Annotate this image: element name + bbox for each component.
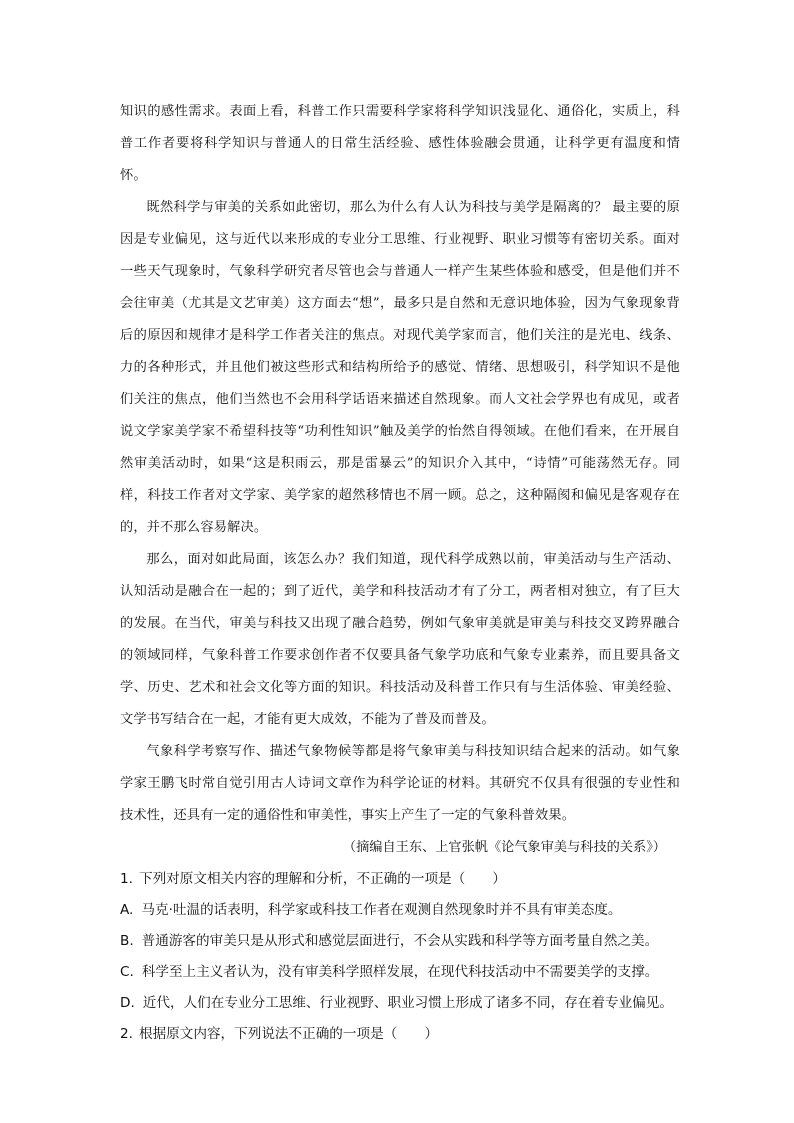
question-1 — [120, 864, 680, 1019]
passage-paragraph-2: 既然科学与审美的关系如此密切，那么为什么有人认为科技与美学是隔离的？ 最主要的原因是专业偏见，这与近代以来形成的专业分工思维、行业视野、职业习惯等有密切关系。面对一些天气现象时，气象科学研究者尽管也会与普通人一样产生某些体验和感受，但是他们并不会往审美（尤其是文艺审美）这方面去“想”，最多只是自然和无意识地体验，因为气象现象背后的原因和规律才是科学工作者关注的焦点。对现代美学家而言，他们关注的是光电、线条、力的各种形式，并且他们被这些形式和结构所给予的感觉、情绪、思想吸引，科学知识不是他们关注的焦点，他们当然也不会用科学话语来描述自然现象。而人文社会学界也有成见，或者说文学家美学家不希望科技等“功利性知识”触及美学的怡然自得领域。在他们看来，在开展自然审美活动时，如果“这是积雨云，那是雷暴云”的知识介入其中，“诗情”可能荡然无存。同样，科技工作者对文学家、美学家的超然移情也不屑一顾。总之，这种隔阂和偏见是客观存在的，并不那么容易解决。 — [120, 200, 680, 535]
option-letter: A. — [120, 902, 134, 918]
option-a — [120, 895, 680, 926]
option-letter: C. — [120, 964, 134, 980]
option-b — [120, 926, 680, 957]
option-text: 普通游客的审美只是从形式和感觉层面进行，不会从实践和科学等方面考量自然之美。 — [141, 933, 659, 949]
question-stem — [120, 864, 680, 895]
question-text: 下列对原文相关内容的理解和分析，不正确的一项是（ ） — [138, 871, 507, 887]
option-letter: B. — [120, 933, 134, 949]
option-text: 科学至上主义者认为，没有审美科学照样发展，在现代科技活动中不需要美学的支撑。 — [141, 964, 659, 980]
option-c — [120, 957, 680, 988]
question-stem — [120, 1019, 680, 1050]
passage-paragraph-3: 那么，面对如此局面，该怎么办？我们知道，现代科学成熟以前，审美活动与生产活动、认知活动是融合在一起的；到了近代，美学和科技活动才有了分工，两者相对独立，有了巨大的发展。在当代，审美与科技又出现了融合趋势，例如气象审美就是审美与科技交叉跨界融合的领域同样，气象科普工作要求创作者不仅要具备气象学功底和气象专业素养，而且要具备文学、历史、艺术和社会文化等方面的知识。科技活动及科普工作只有与生活体验、审美经验、文学书写结合在一起，才能有更大成效，不能为了普及而普及。 — [120, 552, 680, 727]
option-text: 近代，人们在专业分工思维、行业视野、职业习惯上形成了诸多不同，存在着专业偏见。 — [142, 995, 673, 1011]
option-text: 马克·吐温的话表明，科学家或科技工作者在观测自然现象时并不具有审美态度。 — [141, 902, 622, 918]
passage-paragraph-4: 气象科学考察写作、描述气象物候等都是将气象审美与科技知识结合起来的活动。如气象学家王鹏飞时常自觉引用古人诗词文章作为科学论证的材料。其研究不仅具有很强的专业性和技术性，还具有一定的通俗性和审美性，事实上产生了一定的气象科普效果。 — [120, 744, 680, 823]
question-2 — [120, 1019, 680, 1050]
option-d — [120, 988, 680, 1019]
document-page — [120, 96, 680, 1050]
passage-paragraph-1: 知识的感性需求。表面上看，科普工作只需要科学家将科学知识浅显化、通俗化，实质上，科普工作者要将科学知识与普通人的日常生活经验、感性体验融会贯通，让科学更有温度和情怀。 — [120, 104, 680, 183]
question-text: 根据原文内容，下列说法不正确的一项是（ ） — [138, 1026, 439, 1042]
option-letter: D. — [120, 995, 135, 1011]
question-number: 2. — [120, 1026, 133, 1042]
question-number: 1. — [120, 871, 133, 887]
source-citation: （摘编自王东、上官张帆《论气象审美与科技的关系》） — [342, 840, 666, 855]
